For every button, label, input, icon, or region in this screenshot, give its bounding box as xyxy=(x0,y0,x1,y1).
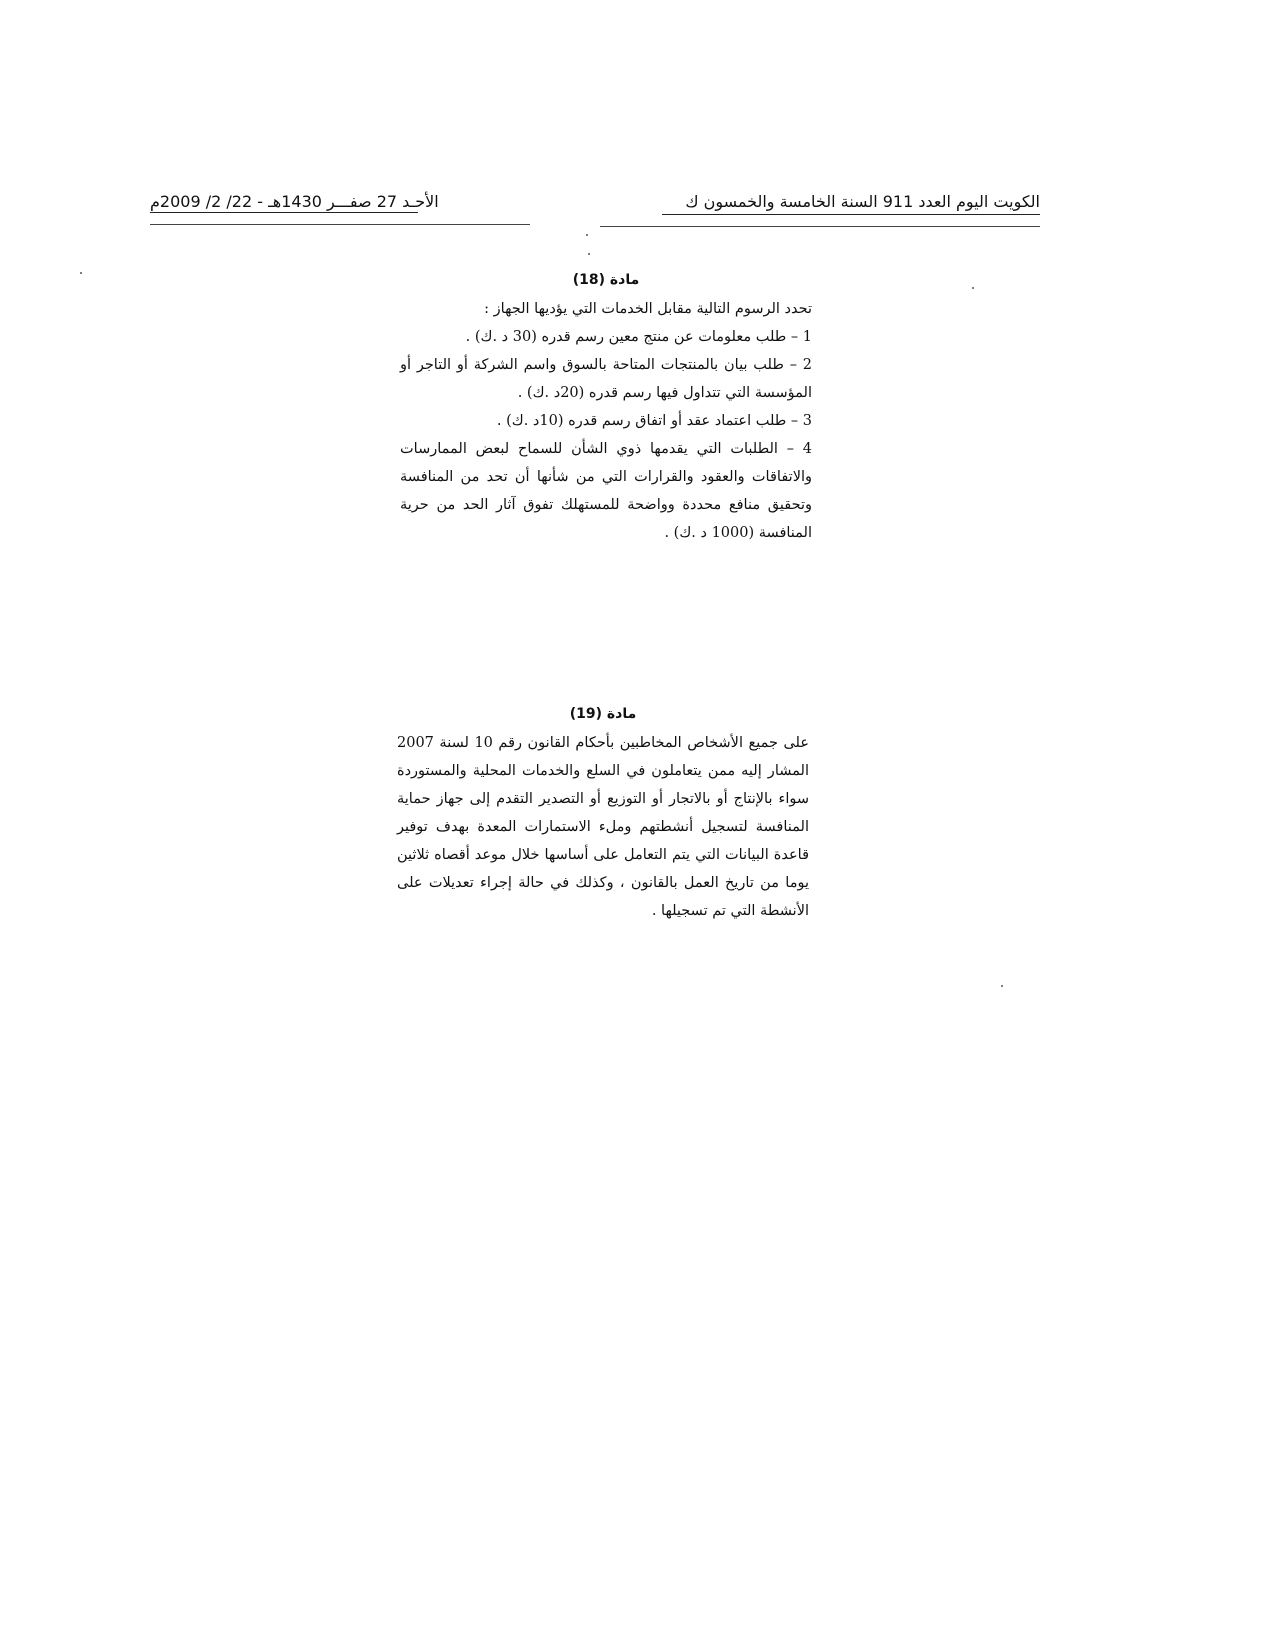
article-19-body: على جميع الأشخاص المخاطبين بأحكام القانون رقم 10 لسنة 2007 المشار إليه ممن يتعاملون في السلع والخدمات المحلية والمستوردة سواء بالإنتاج أو بالاتجار أو التوزيع أو التصدير التقدم إلى جهاز حماية المنافسة لتسجيل أنشطتهم وملء الاستمارات المعدة بهدف توفير قاعدة البيانات التي يتم التعامل على أساسها خلال موعد أقصاه ثلاثين يوما من تاريخ العمل بالقانون ، وكذلك في حالة إجراء تعديلات على الأنشطة التي تم تسجيلها . xyxy=(397,735,809,919)
scan-speck xyxy=(588,253,590,255)
scan-speck xyxy=(586,234,588,236)
article-18-intro: تحدد الرسوم التالية مقابل الخدمات التي يؤديها الجهاز : xyxy=(484,301,812,317)
article-18-item-3: 3 – طلب اعتماد عقد أو اتفاق رسم قدره (10د .ك) . xyxy=(496,413,812,429)
article-18-item-1: 1 – طلب معلومات عن منتج معين رسم قدره (30 د .ك) . xyxy=(465,329,812,345)
header-rule-right xyxy=(662,214,1040,215)
article-18 xyxy=(400,269,812,547)
article-19-title: مادة (19) xyxy=(569,706,637,722)
article-18-item-4: 4 – الطلبات التي يقدمها ذوي الشأن للسماح لبعض الممارسات والاتفاقات والعقود والقرارات التي من شأنها أن تحد من المنافسة وتحقيق منافع محددة وواضحة للمستهلك تفوق آثار الحد من حرية المنافسة (1000 د .ك) . xyxy=(400,441,812,541)
header-rule-left xyxy=(150,212,418,213)
header-rule-lower-left xyxy=(150,224,530,225)
scan-speck xyxy=(1001,985,1003,987)
article-18-item-2: 2 – طلب بيان بالمنتجات المتاحة بالسوق واسم الشركة أو التاجر أو المؤسسة التي تتداول فيها رسم قدره (20د .ك) . xyxy=(400,357,812,401)
header-gazette-issue: الكويت اليوم العدد 911 السنة الخامسة والخمسون ك xyxy=(685,192,1040,211)
article-19 xyxy=(397,703,809,925)
scan-speck xyxy=(80,272,82,274)
header-rule-lower-right xyxy=(600,226,1040,227)
article-18-title: مادة (18) xyxy=(572,272,640,288)
scan-speck xyxy=(972,287,974,289)
header-date: الأحـد 27 صفـــر 1430هـ - 22/ 2/ 2009م xyxy=(150,192,439,211)
